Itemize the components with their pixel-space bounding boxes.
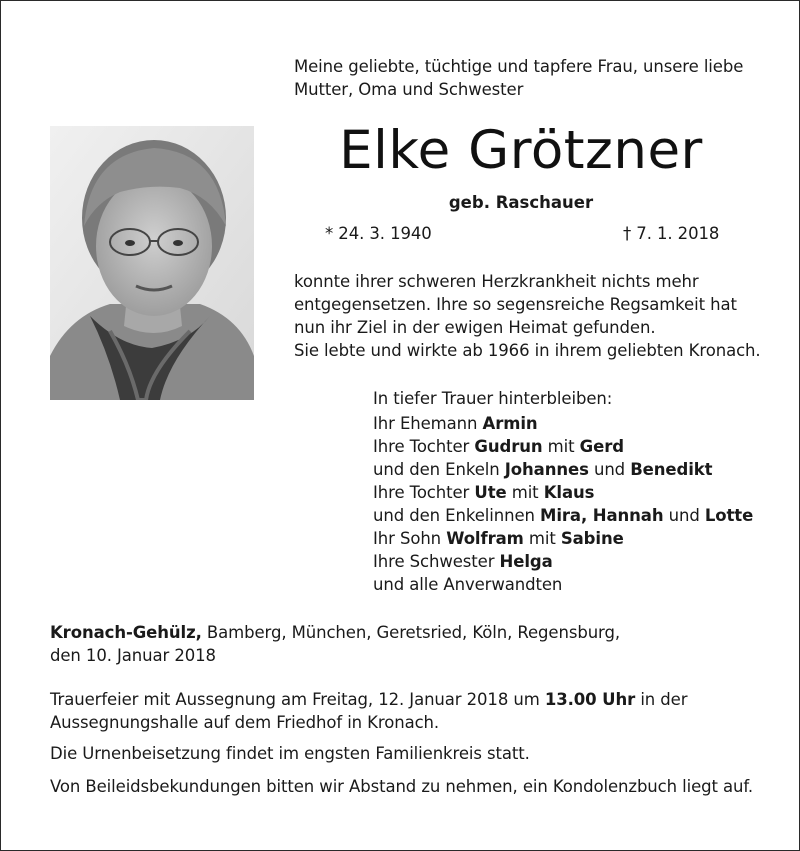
intro-line-1: Meine geliebte, tüchtige und tapfere Frau, unsere liebe — [294, 57, 744, 76]
place-date: den 10. Januar 2018 — [50, 646, 216, 665]
place-line: Kronach-Gehülz, Bamberg, München, Geretsried, Köln, Regensburg, — [50, 623, 620, 642]
text-line-4: Sie lebte und wirkte ab 1966 in ihrem geliebten Kronach. — [294, 341, 761, 360]
ceremony-line-1: Trauerfeier mit Aussegnung am Freitag, 12. Januar 2018 um 13.00 Uhr in der — [50, 690, 688, 709]
ceremony-line-2: Aussegnungshalle auf dem Friedhof in Kronach. — [50, 713, 440, 732]
death-date: † 7. 1. 2018 — [623, 224, 720, 243]
mourner-line-4: Ihre Tochter Ute mit Klaus — [373, 483, 595, 502]
urn-notice: Die Urnenbeisetzung findet im engsten Familienkreis statt. — [50, 744, 530, 763]
intro-line-2: Mutter, Oma und Schwester — [294, 80, 524, 99]
mourners-heading: In tiefer Trauer hinterbleiben: — [373, 389, 613, 408]
mourner-line-6: Ihr Sohn Wolfram mit Sabine — [373, 529, 624, 548]
portrait-image — [50, 126, 254, 400]
text-line-3: nun ihr Ziel in der ewigen Heimat gefunden. — [294, 318, 656, 337]
mourner-line-8: und alle Anverwandten — [373, 575, 563, 594]
portrait-photo — [50, 126, 254, 400]
maiden-name: geb. Raschauer — [448, 193, 594, 212]
birth-date: * 24. 3. 1940 — [325, 224, 432, 243]
text-line-1: konnte ihrer schweren Herzkrankheit nichts mehr — [294, 272, 699, 291]
condolence-notice: Von Beileidsbekundungen bitten wir Abstand zu nehmen, ein Kondolenzbuch liegt auf. — [50, 777, 754, 796]
mourner-line-2: Ihre Tochter Gudrun mit Gerd — [373, 437, 624, 456]
mourner-line-1: Ihr Ehemann Armin — [373, 414, 538, 433]
text-line-2: entgegensetzen. Ihre so segensreiche Regsamkeit hat — [294, 295, 737, 314]
mourner-line-5: und den Enkelinnen Mira, Hannah und Lotte — [373, 506, 754, 525]
mourner-line-3: und den Enkeln Johannes und Benedikt — [373, 460, 713, 479]
mourner-line-7: Ihre Schwester Helga — [373, 552, 553, 571]
deceased-name: Elke Grötzner — [339, 120, 703, 181]
